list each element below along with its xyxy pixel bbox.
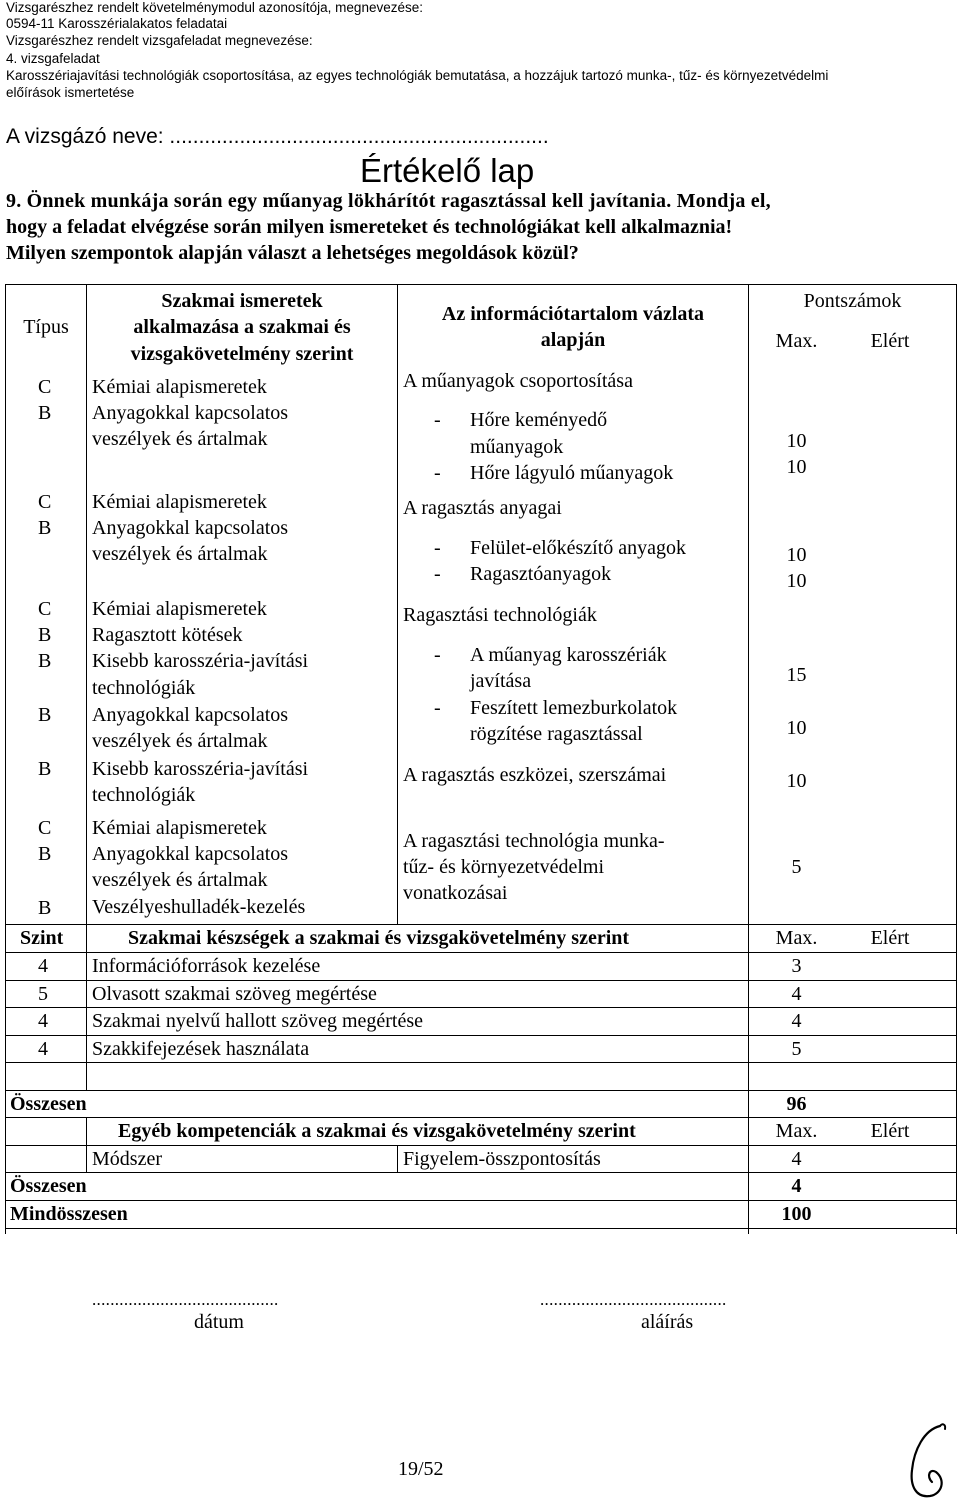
skill-max: 5 [791, 1038, 802, 1060]
task-description: Karosszériajavítási technológiák csoportosítása, az egyes technológiák bemutatása, a hozzájuk tartozó munka-, tűz- és környezetvédelmi [6, 68, 829, 83]
info-item: A műanyag karosszériák [470, 644, 667, 666]
column-header-knowledge-2: alkalmazása a szakmai és [133, 316, 351, 338]
column-header-info-2: alapján [540, 329, 606, 351]
type-code: B [38, 897, 52, 919]
info-item: Hőre keményedő [470, 409, 608, 431]
type-code: B [38, 517, 52, 539]
info-heading: A ragasztási technológia munka- [403, 830, 665, 852]
subtotal-label-2: Összesen [10, 1175, 87, 1197]
max-points: 5 [791, 856, 802, 878]
other-achieved-header: Elért [870, 1120, 910, 1142]
module-name: 0594-11 Karosszérialakatos feladatai [6, 16, 228, 31]
task-label: Vizsgarészhez rendelt vizsgafeladat megnevezése: [6, 33, 313, 48]
skills-title: Szakmai készségek a szakmai és vizsgakövetelmény szerint [128, 927, 630, 949]
subtotal-label: Összesen [10, 1093, 87, 1115]
info-heading: tűz- és környezetvédelmi [403, 856, 605, 878]
info-heading: vonatkozásai [403, 882, 508, 904]
info-item: Ragasztóanyagok [470, 563, 612, 585]
type-code: C [38, 817, 52, 839]
knowledge-item: veszélyek és ártalmak [92, 543, 268, 565]
knowledge-item: Anyagokkal kapcsolatos [92, 704, 289, 726]
knowledge-item: veszélyek és ártalmak [92, 428, 268, 450]
skill-name: Olvasott szakmai szöveg megértése [92, 983, 377, 1005]
type-code: B [38, 624, 52, 646]
type-code: B [38, 650, 52, 672]
grand-total-value: 100 [781, 1203, 812, 1225]
task-number: 4. vizsgafeladat [6, 51, 100, 66]
skill-name: Szakkifejezések használata [92, 1038, 310, 1060]
dash: - [434, 644, 441, 666]
max-points: 10 [786, 570, 807, 592]
dash: - [434, 409, 441, 431]
knowledge-item: Kisebb karosszéria-javítási [92, 758, 309, 780]
skill-level: 4 [38, 1010, 48, 1032]
skill-level: 4 [38, 955, 48, 977]
module-label: Vizsgarészhez rendelt követelménymodul azonosítója, megnevezése: [6, 0, 423, 15]
page-number: 19/52 [398, 1458, 444, 1480]
knowledge-item: Veszélyeshulladék-kezelés [92, 896, 306, 918]
type-code: B [38, 402, 52, 424]
skill-level: 5 [38, 983, 48, 1005]
dash: - [434, 563, 441, 585]
column-header-points: Pontszámok [803, 290, 902, 312]
knowledge-item: Kémiai alapismeretek [92, 598, 267, 620]
max-points: 10 [786, 544, 807, 566]
competency-name: Figyelem-összpontosítás [403, 1148, 601, 1170]
info-item: rögzítése ragasztással [470, 723, 643, 745]
skills-achieved-header: Elért [870, 927, 910, 949]
handwritten-initial-icon [896, 1420, 958, 1502]
other-competencies-title: Egyéb kompetenciák a szakmai és vizsgakövetelmény szerint [118, 1120, 636, 1142]
info-heading: A műanyagok csoportosítása [403, 370, 633, 392]
knowledge-item: Anyagokkal kapcsolatos [92, 843, 289, 865]
column-header-info: Az információtartalom vázlata [441, 303, 705, 325]
subtotal-value: 96 [786, 1093, 807, 1115]
knowledge-item: veszélyek és ártalmak [92, 730, 268, 752]
knowledge-item: veszélyek és ártalmak [92, 869, 268, 891]
knowledge-item: Kémiai alapismeretek [92, 491, 267, 513]
question-line-2: hogy a feladat elvégzése során milyen ismereteket és technológiákat kell alkalmaznia! [6, 216, 733, 238]
type-code: C [38, 491, 52, 513]
question-line-3: Milyen szempontok alapján választ a lehetséges megoldások közül? [6, 242, 579, 264]
info-heading: A ragasztás eszközei, szerszámai [403, 764, 667, 786]
info-item: műanyagok [470, 436, 564, 458]
max-points: 10 [786, 770, 807, 792]
column-header-knowledge-3: vizsgakövetelmény szerint [130, 343, 354, 365]
knowledge-item: Anyagokkal kapcsolatos [92, 402, 289, 424]
skill-max: 4 [791, 1010, 802, 1032]
info-heading: Ragasztási technológiák [403, 604, 597, 626]
question-line-1: 9. Önnek munkája során egy műanyag lökhárítót ragasztással kell javítania. Mondja el, [6, 190, 771, 212]
info-item: Feszített lemezburkolatok [470, 697, 678, 719]
task-description-2: előírások ismertetése [6, 85, 135, 100]
dash: - [434, 462, 441, 484]
knowledge-item: Anyagokkal kapcsolatos [92, 517, 289, 539]
type-code: B [38, 758, 52, 780]
date-label: dátum [194, 1311, 244, 1333]
examinee-name: A vizsgázó neve: ................................................................. [6, 125, 549, 148]
skill-name: Szakmai nyelvű hallott szöveg megértése [92, 1010, 424, 1032]
knowledge-item: Ragasztott kötések [92, 624, 243, 646]
method-label: Módszer [92, 1148, 162, 1170]
date-dotted-line: ......................................... [92, 1290, 279, 1309]
skills-level-header: Szint [20, 927, 64, 949]
info-heading: A ragasztás anyagai [403, 497, 562, 519]
skill-max: 3 [791, 955, 802, 977]
knowledge-item: technológiák [92, 677, 196, 699]
dash: - [434, 537, 441, 559]
column-header-max: Max. [775, 330, 818, 352]
info-item: Felület-előkészítő anyagok [470, 537, 687, 559]
signature-label: aláírás [641, 1311, 694, 1333]
skill-max: 4 [791, 983, 802, 1005]
knowledge-item: technológiák [92, 784, 196, 806]
skill-name: Információforrások kezelése [92, 955, 321, 977]
other-max-header: Max. [775, 1120, 818, 1142]
info-item: javítása [470, 670, 532, 692]
knowledge-item: Kémiai alapismeretek [92, 817, 267, 839]
max-points: 10 [786, 717, 807, 739]
type-code: C [38, 376, 52, 398]
type-code: B [38, 704, 52, 726]
subtotal-value-2: 4 [791, 1175, 802, 1197]
column-header-type: Típus [23, 316, 69, 338]
knowledge-item: Kisebb karosszéria-javítási [92, 650, 309, 672]
page-title: Értékelő lap [360, 152, 535, 189]
signature-dotted-line: ......................................... [540, 1290, 727, 1309]
knowledge-item: Kémiai alapismeretek [92, 376, 267, 398]
max-points: 10 [786, 456, 807, 478]
column-header-knowledge: Szakmai ismeretek [161, 290, 323, 312]
column-header-achieved: Elért [870, 330, 910, 352]
type-code: C [38, 598, 52, 620]
info-item: Hőre lágyuló műanyagok [470, 462, 674, 484]
type-code: B [38, 843, 52, 865]
competency-max: 4 [791, 1148, 802, 1170]
dash: - [434, 697, 441, 719]
skills-max-header: Max. [775, 927, 818, 949]
max-points: 10 [786, 430, 807, 452]
skill-level: 4 [38, 1038, 48, 1060]
grand-total-label: Mindösszesen [10, 1203, 128, 1225]
max-points: 15 [786, 664, 807, 686]
